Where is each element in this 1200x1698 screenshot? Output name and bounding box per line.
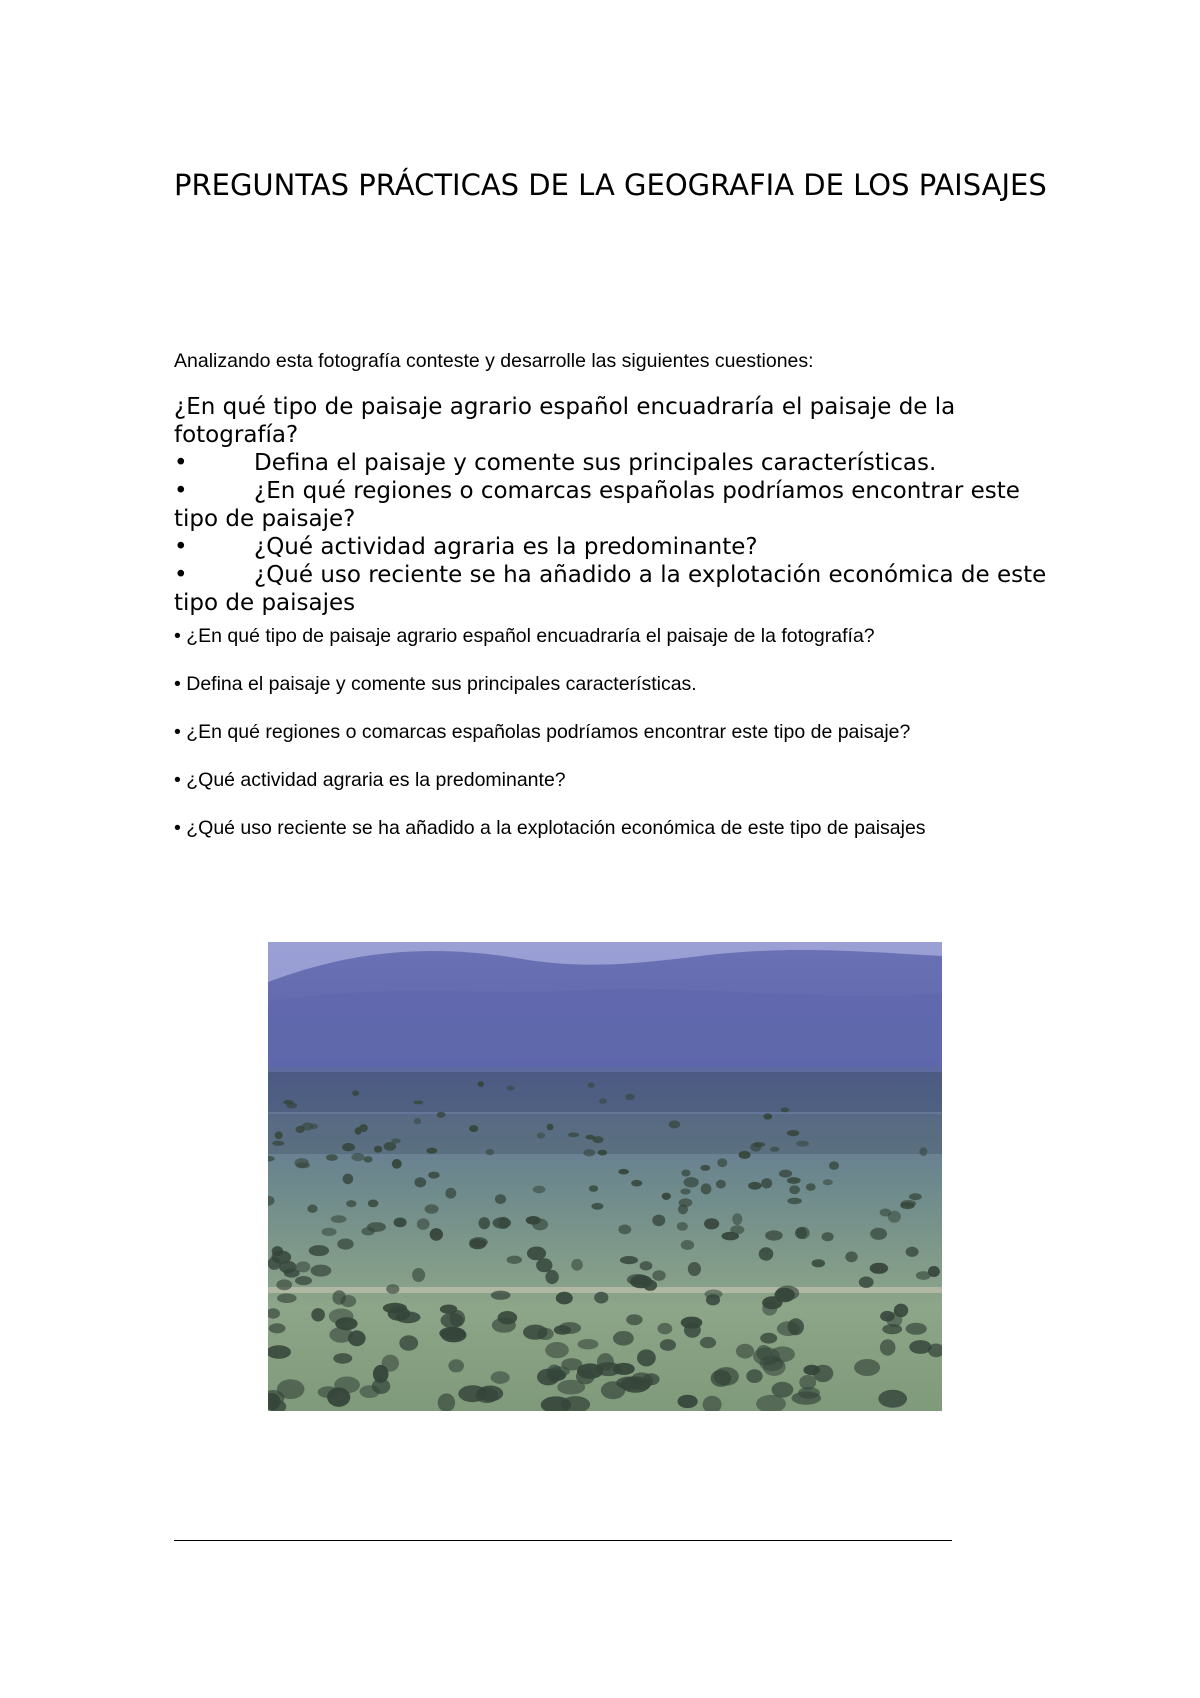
photo-tree [557,1380,585,1395]
photo-tree [537,1328,554,1340]
photo-forest-band [268,1072,942,1112]
photo-tree [792,1392,822,1405]
photo-tree [806,1183,816,1191]
photo-tree [360,1385,380,1398]
photo-tree [640,1261,653,1270]
photo-tree [355,1127,362,1134]
photo-tree [311,1265,332,1277]
photo-tree [386,1284,399,1294]
photo-tree [469,1239,486,1249]
intro-text: Analizando esta fotografía conteste y desarrolle las siguientes cuestiones: [174,350,814,372]
photo-tree [901,1200,917,1207]
photo-tree [545,1342,569,1358]
photo-tree [469,1125,478,1132]
photo-tree [678,1395,698,1408]
small-question-item: • Defina el paisaje y comente sus principales características. [174,673,697,695]
photo-tree [909,1340,931,1354]
photo-tree [803,1365,820,1375]
photo-tree [888,1211,901,1223]
photo-tree [829,1161,839,1170]
photo-tree [399,1335,418,1350]
photo-tree [437,1112,446,1118]
photo-tree [493,1217,512,1228]
photo-tree [533,1186,546,1194]
photo-tree [327,1388,350,1407]
photo-tree [730,1225,744,1234]
photo-tree [688,1262,701,1276]
photo-tree [326,1154,338,1161]
photo-tree [302,1122,314,1130]
photo-tree [478,1081,484,1087]
photo-tree [658,1323,673,1334]
photo-tree [296,1162,310,1168]
photo-tree [527,1247,546,1261]
photo-tree [536,1258,552,1272]
photo-tree [495,1194,506,1204]
small-question-item: • ¿Qué actividad agraria es la predominante? [174,769,566,791]
photo-tree [597,1353,614,1371]
photo-tree [383,1303,407,1314]
photo-tree [491,1371,510,1384]
photo-tree [526,1216,541,1225]
photo-tree [662,1193,671,1200]
large-question-text: ¿Qué uso reciente se ha añadido a la explotación económica de este tipo de paisajes [174,562,1047,616]
photo-tree [275,1131,283,1139]
photo-tree [392,1159,402,1169]
large-question-item [174,561,1054,617]
photo-tree [717,1158,727,1167]
photo-tree [599,1098,607,1104]
photo-tree [760,1333,777,1344]
photo-tree [331,1215,347,1223]
photo-tree [445,1188,456,1199]
photo-tree [679,1198,693,1207]
photo-tree [568,1132,579,1137]
photo-tree [660,1339,676,1351]
photo-tree [498,1311,518,1324]
bullet: • [174,534,188,560]
photo-tree [789,1185,800,1194]
photo-tree [706,1294,720,1305]
photo-tree [618,1225,631,1235]
photo-tree [333,1353,352,1364]
photo-tree [589,1185,598,1192]
photo-tree [591,1203,603,1210]
bullet: • [174,450,188,476]
photo-tree [382,1355,399,1372]
photo-tree [428,1172,439,1179]
photo-tree [684,1177,699,1187]
photo-tree [276,1279,292,1290]
photo-tree [870,1263,889,1274]
photo-tree [652,1215,665,1227]
photo-tree [787,1130,799,1136]
photo-tree [748,1182,762,1190]
large-question-text: Defina el paisaje y comente sus principales características. [254,450,937,476]
photo-tree [374,1146,382,1153]
photo-tree [601,1381,625,1399]
photo-tree [368,1200,379,1208]
photo-tree [620,1256,638,1264]
photo-tree [859,1277,874,1288]
small-question-list [174,622,1094,862]
photo-tree [746,1369,762,1383]
photo-tree [414,1177,426,1187]
photo-tree [714,1367,739,1386]
photo-tree [578,1339,599,1349]
photo-tree [272,1141,284,1146]
photo-tree [732,1213,742,1225]
photo-tree [652,1270,665,1281]
photo-tree [413,1101,423,1105]
photo-tree [412,1268,425,1282]
photo-tree [332,1290,346,1305]
photo-tree [916,1271,931,1280]
photo-tree [430,1228,443,1241]
photo-tree [613,1331,634,1346]
small-question-item: • ¿En qué regiones o comarcas españolas podríamos encontrar este tipo de paisaje? [174,721,911,743]
photo-tree [307,1205,317,1213]
photo-tree [894,1304,908,1318]
small-question-item: • ¿Qué uso reciente se ha añadido a la explotación económica de este tipo de paisajes [174,817,926,839]
photo-tree [716,1180,726,1189]
photo-tree [700,1165,710,1171]
photo-tree [295,1276,312,1285]
large-question-item [174,533,1054,561]
photo-tree [426,1148,437,1154]
photo-tree [414,1118,421,1124]
photo-tree [613,1363,635,1375]
photo-tree [554,1325,571,1334]
photo-tree [346,1200,356,1207]
photo-tree [906,1323,927,1335]
photo-tree [787,1177,801,1184]
photo-tree [787,1198,802,1205]
photo-tree [417,1218,430,1229]
photo-tree [277,1293,297,1303]
large-question-item [174,449,1054,477]
photo-tree [756,1345,771,1360]
photo-tree [882,1324,902,1334]
document-title: PREGUNTAS PRÁCTICAS DE LA GEOGRAFIA DE LOS PAISAJES [174,168,1047,202]
photo-tree [571,1259,583,1271]
photo-tree [761,1178,772,1188]
photo-tree [440,1305,457,1314]
photo-tree [799,1375,816,1390]
photo-tree [448,1359,464,1372]
photo-tree [822,1232,834,1241]
photo-forest-band [268,1114,942,1154]
photo-tree [384,1142,396,1151]
photo-tree [762,1296,782,1309]
photo-tree [311,1308,325,1321]
photo-tree [351,1153,364,1161]
photo-tree [486,1149,494,1155]
photo-tree [287,1103,298,1109]
bullet: • [174,478,188,504]
large-question-text: ¿Qué actividad agraria es la predominante? [254,534,758,560]
photo-tree [329,1309,354,1325]
photo-tree [631,1180,642,1187]
photo-tree [845,1251,857,1262]
photo-tree [669,1120,680,1128]
photo-tree [736,1344,754,1359]
photo-tree [272,1246,283,1256]
photo-tree [681,1240,694,1250]
photo-tree [364,1156,373,1162]
large-question-text: ¿En qué regiones o comarcas españolas podríamos encontrar este tipo de paisaje? [174,478,1020,532]
photo-tree [556,1292,573,1305]
photo-tree [700,1337,716,1348]
landscape-photo-illustration [268,942,942,1411]
photo-tree [701,1183,712,1194]
photo-tree [625,1094,635,1100]
photo-tree [342,1143,355,1151]
photo-tree [396,1311,421,1323]
photo-tree [594,1292,608,1304]
photo-tree [878,1390,907,1408]
photo-tree [919,1147,927,1156]
large-question-list [174,393,1054,617]
photo-tree [781,1108,790,1113]
photo-tree [352,1091,359,1096]
photo-tree [268,1257,281,1270]
photo-tree [479,1217,491,1229]
landscape-photo [268,942,942,1411]
photo-tree [704,1218,719,1229]
photo-tree [759,1247,774,1260]
photo-tree [598,1150,607,1156]
photo-tree [329,1327,353,1343]
photo-tree [750,1143,761,1152]
photo-tree [618,1169,629,1175]
photo-tree [337,1239,353,1250]
photo-tree [439,1327,465,1340]
photo-tree [823,1179,833,1185]
photo-tree [797,1227,810,1239]
photo-tree [770,1147,780,1152]
photo-tree [880,1339,896,1355]
photo-tree [547,1124,554,1131]
photo-tree [425,1204,439,1214]
photo-road [268,1287,942,1293]
photo-tree [796,1141,809,1147]
photo-tree [812,1259,826,1267]
photo-tree [677,1222,688,1231]
bullet: • [174,562,188,588]
photo-tree [779,1170,792,1178]
photo-tree [537,1132,545,1138]
photo-tree [739,1151,751,1159]
photo-tree [763,1113,772,1119]
photo-tree [343,1174,354,1185]
photo-tree [545,1270,558,1284]
photo-tree [588,1083,595,1088]
photo-tree [637,1349,656,1366]
photo-tree [592,1136,603,1143]
photo-tree [583,1149,595,1156]
photo-tree [441,1313,464,1328]
small-question-item: • ¿En qué tipo de paisaje agrario español encuadraría el paisaje de la fotografía? [174,625,875,647]
photo-tree [626,1314,642,1325]
photo-tree [906,1247,919,1257]
large-question-item [174,477,1054,533]
photo-mountain-range [268,989,942,1077]
photo-tree [630,1275,652,1288]
photo-tree [309,1245,329,1256]
photo-tree [681,1170,690,1177]
footnote-separator [174,1540,952,1541]
large-question-lead: ¿En qué tipo de paisaje agrario español encuadraría el paisaje de la fotografía? [174,394,956,448]
photo-tree [549,1366,570,1376]
photo-tree [788,1318,804,1335]
photo-tree [680,1188,690,1194]
photo-tree [765,1230,783,1240]
photo-tree [491,1291,511,1300]
photo-tree [909,1193,922,1200]
photo-tree [394,1218,407,1228]
photo-tree [477,1386,503,1402]
photo-tree [269,1323,286,1333]
photo-tree [507,1256,523,1264]
photo-tree [681,1317,703,1329]
photo-tree [321,1228,336,1236]
photo-tree [367,1222,386,1232]
photo-tree [507,1086,515,1091]
photo-tree [854,1359,880,1376]
photo-tree [870,1228,887,1240]
